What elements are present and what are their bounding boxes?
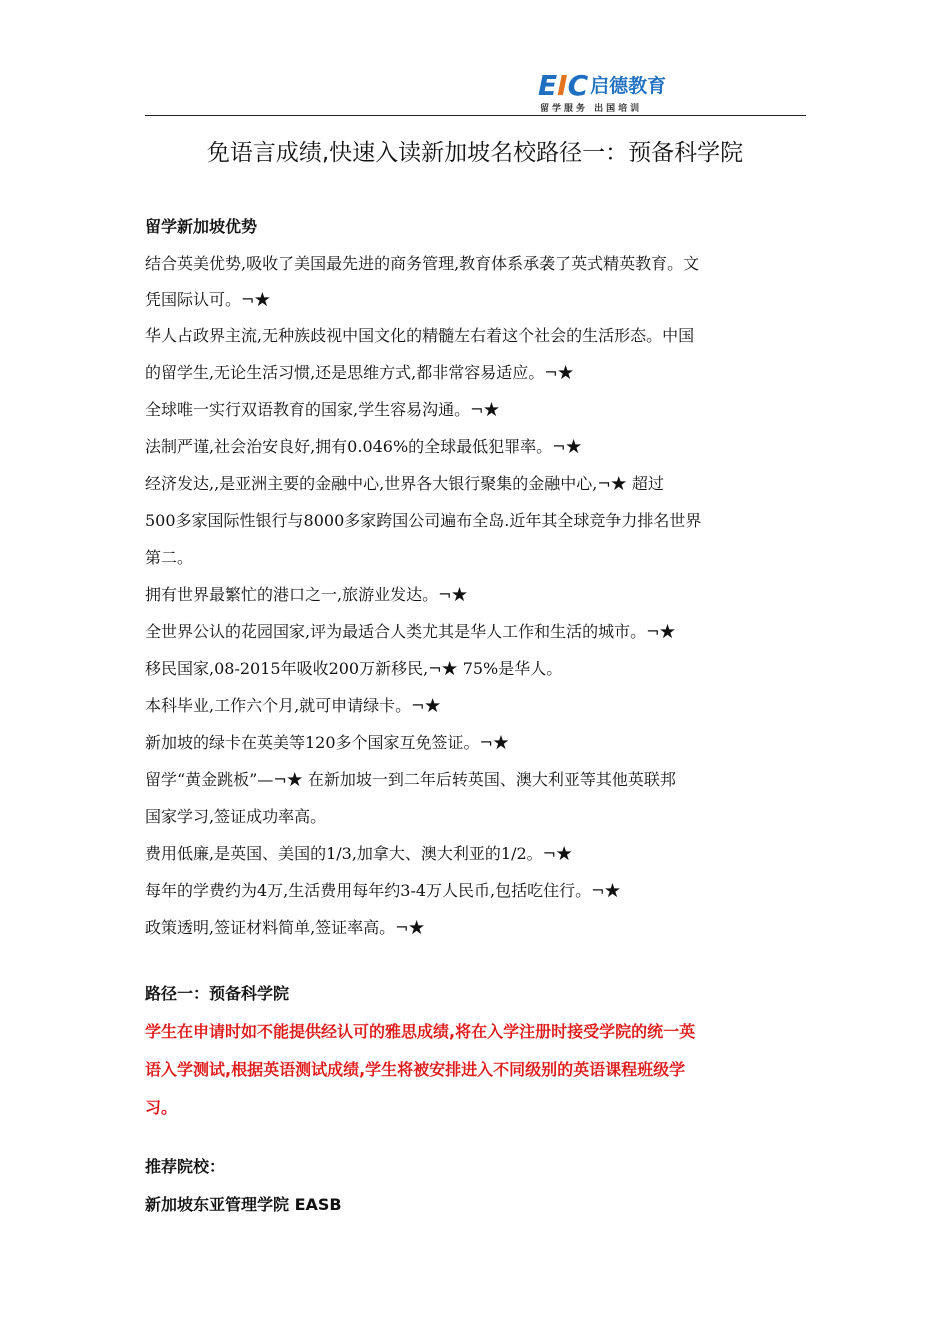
- advantage-line: 费用低廉,是英国、美国的1/3,加拿大、澳大利亚的1/2。¬★: [145, 844, 573, 863]
- advantage-line: 拥有世界最繁忙的港口之一,旅游业发达。¬★: [145, 585, 468, 604]
- path-description-line: 语入学测试,根据英语测试成绩,学生将被安排进入不同级别的英语课程班级学: [145, 1060, 686, 1079]
- advantage-line: 第二。: [145, 548, 194, 567]
- logo-latin-c: C: [567, 69, 589, 102]
- recommend-heading: 推荐院校：: [145, 1157, 226, 1176]
- logo-mark: [538, 70, 666, 102]
- advantage-line: 全球唯一实行双语教育的国家,学生容易沟通。¬★: [145, 400, 500, 419]
- advantage-line: 移民国家,08-2015年吸收200万新移民,¬★ 75%是华人。: [145, 659, 563, 678]
- advantage-line: 全世界公认的花园国家,评为最适合人类尤其是华人工作和生活的城市。¬★: [145, 622, 676, 641]
- advantage-line: 国家学习,签证成功率高。: [145, 807, 327, 826]
- logo-latin-ei: EI: [538, 69, 568, 102]
- logo-chinese-name: 启德教育: [590, 75, 667, 97]
- path-heading: 路径一：预备科学院: [145, 984, 290, 1003]
- path-description-line: 习。: [145, 1098, 178, 1117]
- advantage-line: 留学“黄金跳板”—¬★ 在新加坡一到二年后转英国、澳大利亚等其他英联邦: [145, 770, 676, 789]
- advantage-line: 华人占政界主流,无种族歧视中国文化的精髓左右着这个社会的生活形态。中国: [145, 326, 695, 345]
- advantage-line: 每年的学费约为4万,生活费用每年约3-4万人民币,包括吃住行。¬★: [145, 881, 621, 900]
- advantage-line: 500多家国际性银行与8000多家跨国公司遍布全岛.近年其全球竞争力排名世界: [145, 511, 702, 530]
- document-title: 免语言成绩,快速入读新加坡名校路径一：预备科学院: [206, 140, 744, 166]
- advantage-line: 本科毕业,工作六个月,就可申请绿卡。¬★: [145, 696, 441, 715]
- logo-latin: [538, 71, 588, 101]
- advantage-line: 法制严谨,社会治安良好,拥有0.046%的全球最低犯罪率。¬★: [145, 437, 582, 456]
- advantage-line: 政策透明,签证材料简单,签证率高。¬★: [145, 918, 425, 937]
- advantage-line: 的留学生,无论生活习惯,还是思维方式,都非常容易适应。¬★: [145, 363, 574, 382]
- advantage-line: 结合英美优势,吸收了美国最先进的商务管理,教育体系承袭了英式精英教育。文: [145, 254, 700, 273]
- advantage-line: 新加坡的绿卡在英美等120多个国家互免签证。¬★: [145, 733, 509, 752]
- advantages-heading: 留学新加坡优势: [145, 217, 258, 236]
- eic-logo: [538, 70, 708, 114]
- path-description-line: 学生在申请时如不能提供经认可的雅思成绩,将在入学注册时接受学院的统一英: [145, 1022, 696, 1041]
- recommended-school: 新加坡东亚管理学院 EASB: [145, 1195, 342, 1214]
- advantage-line: 凭国际认可。¬★: [145, 290, 271, 309]
- header-divider: [145, 115, 806, 116]
- logo-tagline: 留学服务 出国培训: [540, 104, 643, 114]
- advantage-line: 经济发达,,是亚洲主要的金融中心,世界各大银行聚集的金融中心,¬★ 超过: [145, 474, 664, 493]
